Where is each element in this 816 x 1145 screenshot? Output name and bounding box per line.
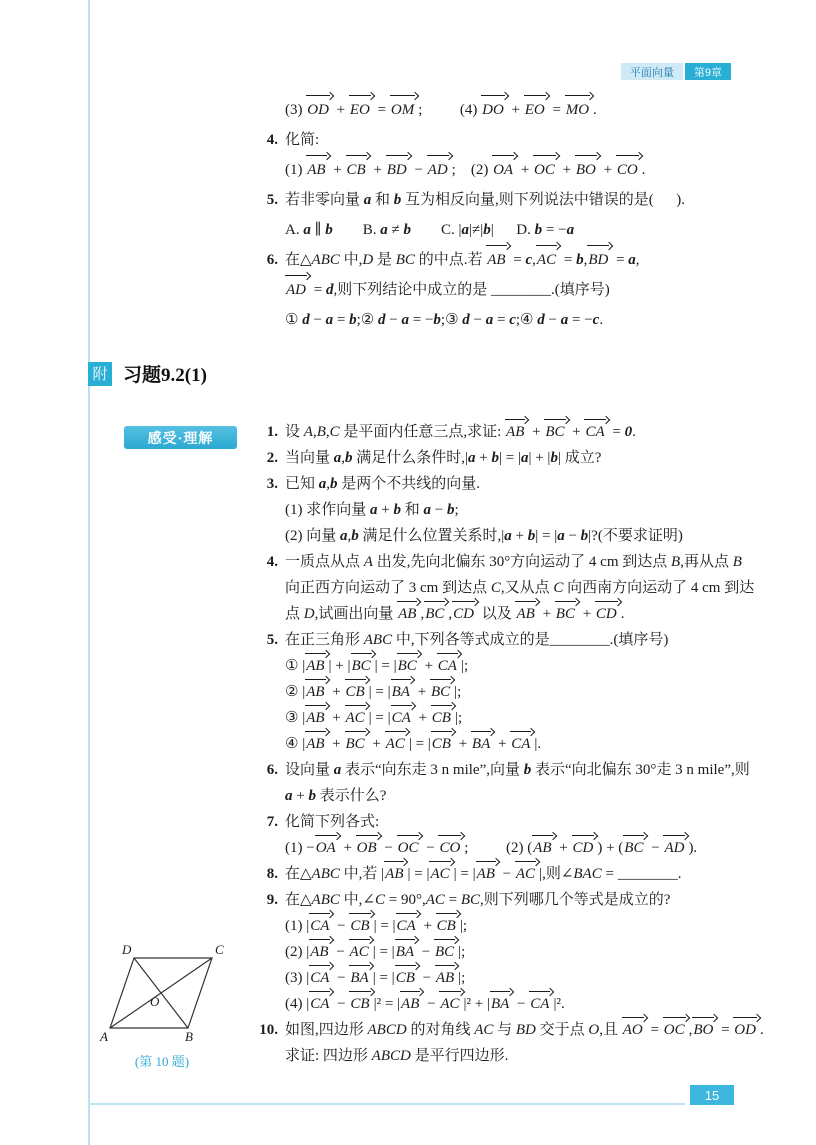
vector-notation: AB [384, 861, 407, 887]
exercise-number: 5. [266, 192, 278, 208]
bold-vector: a [628, 252, 636, 268]
vector-notation: CA [584, 419, 608, 445]
vector-notation: AB [400, 991, 423, 1017]
bold-vector: a [285, 788, 293, 804]
exercise-body [285, 419, 770, 445]
bold-vector: b [576, 252, 584, 268]
bold-vector: 0 [624, 424, 633, 440]
vector-notation: CB [349, 991, 373, 1017]
vector-notation: AB [306, 155, 329, 185]
math-variable: D [303, 606, 315, 622]
exercise-item [255, 419, 770, 445]
math-variable: BC [395, 252, 415, 268]
exercise-line: 若非零向量 a 和 b 互为相反向量,则下列说法中错误的是( ). [285, 192, 686, 208]
appendix-badge: 附 [88, 362, 112, 386]
exercise-line: 在△ABC 中,∠C = 90°,AC = BC,则下列哪几个等式是成立的? [285, 892, 671, 908]
bold-vector: b [433, 312, 441, 328]
exercise-line: 在△ABC 中,D 是 BC 的中点.若 AB = c,AC = b,BD = a, [285, 245, 770, 275]
bold-vector: a [333, 762, 342, 778]
vector-notation: AB [476, 861, 499, 887]
vector-notation: CA [510, 731, 534, 757]
exercise-line: 向正西方向运动了 3 cm 到达点 C,又从点 C 向西南方向运动了 4 cm 到达 [285, 580, 755, 596]
exercise-body [285, 445, 770, 471]
bold-vector: a [325, 312, 334, 328]
bold-vector: b [527, 528, 536, 544]
vector-notation: BO [692, 1017, 717, 1043]
bold-vector: a [370, 502, 378, 518]
exercise-item [255, 627, 770, 757]
math-variable: C [553, 580, 564, 596]
math-variable: ABCD [371, 1048, 411, 1064]
exercise-line: 一质点从点 A 出发,先向北偏东 30°方向运动了 4 cm 到达点 B,再从点 B [285, 554, 742, 570]
vector-notation: CD [595, 601, 621, 627]
vector-notation: CB [346, 155, 370, 185]
bold-vector: a [363, 192, 372, 208]
vector-notation: BA [391, 679, 414, 705]
math-variable: A [363, 554, 373, 570]
bold-vector: a [318, 476, 327, 492]
exercise-number: 2. [266, 450, 278, 466]
math-variable: BC [460, 892, 481, 908]
vector-notation: CA [529, 991, 553, 1017]
section-title: 习题9.2(1) [123, 365, 207, 386]
exercise-body [285, 627, 770, 757]
exercise-item [255, 1017, 770, 1069]
exercise-item [255, 757, 770, 809]
bold-vector: c [525, 252, 533, 268]
vertex-label-d: D [122, 942, 132, 957]
math-variable: ABC [311, 866, 340, 882]
exercise-item [255, 185, 770, 245]
vector-notation: BA [349, 965, 372, 991]
exercise-line: A. a ∥ b B. a ≠ b C. |a|≠|b| D. b = −a [285, 222, 575, 238]
exercise-number: 4. [266, 554, 278, 570]
exercise-number: 4. [266, 132, 278, 148]
section-heading [88, 360, 207, 387]
vector-notation: AC [349, 939, 373, 965]
exercise-body [285, 861, 770, 887]
vector-notation: BC [397, 653, 421, 679]
vector-notation: AC [439, 991, 463, 1017]
vector-notation: BA [395, 939, 418, 965]
bold-vector: b [403, 222, 412, 238]
bold-vector: a [380, 222, 388, 238]
vertex-label-a: A [100, 1029, 108, 1044]
exercise-line: (1) 求作向量 a + b 和 a − b; [285, 502, 459, 518]
math-variable: AC [425, 892, 445, 908]
vector-notation: BC [351, 653, 375, 679]
exercise-body [285, 245, 770, 335]
exercise-line: ① d − a = b;② d − a = −b;③ d − a = c;④ d − a = −c. [285, 312, 604, 328]
exercise-line: (3) OD + EO = OM ; (4) DO + EO = MO . [285, 95, 770, 125]
bold-vector: a [303, 222, 311, 238]
bold-vector: b [580, 528, 589, 544]
math-variable: D [362, 252, 374, 268]
diagonal-bd [134, 958, 188, 1028]
vector-notation: CA [309, 913, 333, 939]
exercise-number: 6. [266, 252, 278, 268]
exercise-item [255, 471, 770, 549]
vector-notation: AO [622, 1017, 647, 1043]
unit-tag: 平面向量 [621, 63, 683, 80]
vector-notation: AD [663, 835, 688, 861]
exercise-body [285, 757, 770, 809]
exercise-number: 9. [266, 892, 278, 908]
exercise-line: AD = d,则下列结论中成立的是 ________.(填序号) [285, 275, 770, 305]
exercise-number [255, 95, 285, 125]
bold-vector: d [325, 282, 334, 298]
vector-notation: CA [391, 705, 415, 731]
bold-vector: a [520, 450, 529, 466]
vector-notation: AD [285, 275, 310, 305]
vector-notation: AC [536, 245, 560, 275]
problem-10-figure [92, 940, 232, 1057]
exercise-line: ④ |AB + BC + AC | = |CB + BA + CA |. [285, 731, 770, 757]
vector-notation: BO [575, 155, 600, 185]
math-variable: B [671, 554, 681, 570]
vector-notation: CD [452, 601, 478, 627]
vector-notation: DO [481, 95, 508, 125]
page-header [621, 63, 731, 80]
bold-vector: b [446, 502, 455, 518]
vector-notation: CA [396, 913, 420, 939]
exercise-list [255, 419, 770, 1069]
bold-vector: d [378, 312, 386, 328]
vector-notation: AB [515, 601, 538, 627]
math-variable: ABC [363, 632, 393, 648]
bold-vector: a [340, 528, 348, 544]
math-variable: C [490, 580, 501, 596]
vector-notation: OA [315, 835, 340, 861]
bold-vector: a [468, 450, 476, 466]
vector-notation: AB [435, 965, 458, 991]
bold-vector: a [423, 502, 431, 518]
bold-vector: a [461, 222, 470, 238]
exercise-item [255, 809, 770, 861]
vector-notation: AB [305, 705, 328, 731]
exercise-number: 3. [266, 476, 278, 492]
subsection-label: 感受·理解 [124, 426, 237, 449]
exercise-item [255, 95, 770, 125]
exercise-item [255, 445, 770, 471]
math-variable: ABC [311, 892, 340, 908]
exercise-line: (2) |AB − AC | = |BA − BC |; [285, 939, 770, 965]
math-variable: ABCD [367, 1022, 407, 1038]
exercise-body [285, 125, 770, 185]
exercise-line: 已知 a,b 是两个不共线的向量. [285, 476, 481, 492]
bold-vector: b [483, 222, 491, 238]
bold-vector: c [509, 312, 516, 328]
exercise-item [255, 549, 770, 627]
vector-notation: CB [431, 705, 455, 731]
exercise-number: 1. [266, 424, 278, 440]
math-variable: A [303, 424, 313, 440]
vector-notation: AB [309, 939, 332, 965]
center-label-o: O [150, 994, 160, 1009]
vector-notation: BC [544, 419, 568, 445]
vector-notation: BC [555, 601, 579, 627]
vector-notation: CB [436, 913, 460, 939]
math-variable: C [329, 424, 340, 440]
exercise-line: 在△ABC 中,若 |AB | = |AC | = |AB − AC |,则∠BAC = ________. [285, 861, 770, 887]
vector-notation: CB [431, 731, 455, 757]
vector-notation: MO [565, 95, 593, 125]
bold-vector: b [345, 450, 353, 466]
exercise-line: 点 D,试画出向量 AB ,BC ,CD 以及 AB + BC + CD . [285, 601, 770, 627]
vector-notation: BC [623, 835, 647, 861]
bold-vector: a [504, 528, 512, 544]
bold-vector: d [462, 312, 470, 328]
vector-notation: OC [663, 1017, 689, 1043]
bold-vector: b [351, 528, 359, 544]
bold-vector: b [325, 222, 333, 238]
vector-notation: BD [587, 245, 612, 275]
vector-notation: OD [306, 95, 333, 125]
exercise-number: 5. [266, 632, 278, 648]
vector-notation: CA [309, 991, 333, 1017]
previous-section-exercises [255, 95, 770, 335]
exercise-line: ③ |AB + AC | = |CA + CB |; [285, 705, 770, 731]
vector-notation: AC [515, 861, 539, 887]
vector-notation: AD [427, 155, 452, 185]
vector-notation: AB [305, 679, 328, 705]
vector-notation: CB [349, 913, 373, 939]
vector-notation: AC [345, 705, 369, 731]
bold-vector: a [485, 312, 494, 328]
math-variable: AC [474, 1022, 494, 1038]
vector-notation: BC [345, 731, 369, 757]
vector-notation: CB [345, 679, 369, 705]
vector-notation: CB [395, 965, 419, 991]
vector-notation: AC [385, 731, 409, 757]
bold-vector: b [308, 788, 316, 804]
exercise-body [285, 185, 770, 245]
exercise-number: 7. [266, 814, 278, 830]
exercise-line: 设 A,B,C 是平面内任意三点,求证: AB + BC + CA = 0. [285, 419, 770, 445]
chapter-tag: 第9章 [685, 63, 731, 80]
math-variable: O [588, 1022, 600, 1038]
exercise-line: 在正三角形 ABC 中,下列各等式成立的是________.(填序号) [285, 632, 669, 648]
exercise-line: 设向量 a 表示“向东走 3 n mile”,向量 b 表示“向北偏东 30°走 3 n mile”,则 [285, 762, 750, 778]
page-number: 15 [690, 1085, 734, 1105]
exercise-line: a + b 表示什么? [285, 788, 387, 804]
vector-notation: AB [305, 731, 328, 757]
bold-vector: b [534, 222, 543, 238]
bold-vector: b [393, 192, 402, 208]
vector-notation: BC [434, 939, 458, 965]
vector-notation: BA [490, 991, 513, 1017]
vector-notation: AB [486, 245, 509, 275]
bold-vector: c [592, 312, 600, 328]
vector-notation: OA [492, 155, 517, 185]
exercise-item [255, 245, 770, 335]
exercise-item [255, 887, 770, 1017]
exercise-line: 化简: [285, 132, 320, 148]
bold-vector: a [333, 450, 342, 466]
bold-vector: a [566, 222, 575, 238]
exercise-number: 6. [266, 762, 278, 778]
vector-notation: AB [305, 653, 328, 679]
exercise-line: (3) |CA − BA | = |CB − AB |; [285, 965, 770, 991]
exercise-line: (1) AB + CB + BD − AD ; (2) OA + OC + BO + CO . [285, 155, 770, 185]
exercise-item [255, 125, 770, 185]
bold-vector: b [393, 502, 401, 518]
bold-vector: a [401, 312, 409, 328]
math-variable: BAC [573, 866, 602, 882]
math-variable: B [732, 554, 742, 570]
bold-vector: b [330, 476, 338, 492]
vector-notation: BC [424, 601, 448, 627]
math-variable: BD [515, 1022, 536, 1038]
bold-vector: b [491, 450, 499, 466]
vector-notation: OB [356, 835, 381, 861]
exercise-line: ② |AB + CB | = |BA + BC |; [285, 679, 770, 705]
exercise-body [285, 1017, 770, 1069]
exercise-number: 10. [259, 1022, 278, 1038]
vector-notation: AB [397, 601, 420, 627]
vertex-label-b: B [185, 1029, 193, 1044]
exercise-body [285, 809, 770, 861]
vector-notation: EO [349, 95, 374, 125]
vector-notation: OC [533, 155, 559, 185]
bold-vector: d [302, 312, 310, 328]
exercise-line: 求证: 四边形 ABCD 是平行四边形. [285, 1048, 509, 1064]
vector-notation: CA [309, 965, 333, 991]
vertex-label-c: C [215, 942, 224, 957]
vector-notation: AB [505, 419, 528, 445]
vector-notation: OC [397, 835, 423, 861]
exercise-line: ① |AB | + |BC | = |BC + CA |; [285, 653, 770, 679]
exercise-line: 如图,四边形 ABCD 的对角线 AC 与 BD 交于点 O,且 AO = OC ,BO = OD . [285, 1017, 770, 1043]
bold-vector: a [560, 312, 569, 328]
exercise-body [285, 95, 770, 125]
vector-notation: BC [430, 679, 454, 705]
vector-notation: BD [386, 155, 411, 185]
math-variable: ABC [311, 252, 340, 268]
exercise-line: (2) 向量 a,b 满足什么位置关系时,|a + b| = |a − b|?(不要求证明) [285, 528, 683, 544]
vector-notation: CO [438, 835, 464, 861]
bold-vector: b [550, 450, 558, 466]
exercise-body [285, 471, 770, 549]
bold-vector: a [557, 528, 565, 544]
bold-vector: b [523, 762, 532, 778]
vector-notation: EO [524, 95, 549, 125]
left-margin-rule [88, 0, 90, 1145]
vector-notation: AC [429, 861, 453, 887]
vector-notation: CO [616, 155, 642, 185]
bold-vector: b [349, 312, 357, 328]
vector-notation: AB [532, 835, 555, 861]
exercise-line: (4) |CA − CB |² = |AB − AC |² + |BA − CA |². [285, 991, 770, 1017]
exercise-body [285, 549, 770, 627]
math-variable: B [316, 424, 326, 440]
exercise-line: 当向量 a,b 满足什么条件时,|a + b| = |a| + |b| 成立? [285, 450, 602, 466]
exercise-line: (1) −OA + OB − OC − CO ; (2) (AB + CD ) + (BC − AD ). [285, 835, 770, 861]
vector-notation: BA [471, 731, 494, 757]
figure-caption: (第 10 题) [134, 1054, 190, 1069]
exercise-line: 化简下列各式: [285, 814, 380, 830]
exercise-line: (1) |CA − CB | = |CA + CB |; [285, 913, 770, 939]
vector-notation: OD [733, 1017, 760, 1043]
math-variable: C [374, 892, 385, 908]
bold-vector: d [537, 312, 545, 328]
footer-rule [88, 1103, 685, 1105]
exercise-item [255, 861, 770, 887]
vector-notation: OM [390, 95, 418, 125]
exercise-number: 8. [266, 866, 278, 882]
exercise-body [285, 887, 770, 1017]
vector-notation: CA [437, 653, 461, 679]
vector-notation: CD [572, 835, 598, 861]
parallelogram-diagram [92, 940, 232, 1052]
